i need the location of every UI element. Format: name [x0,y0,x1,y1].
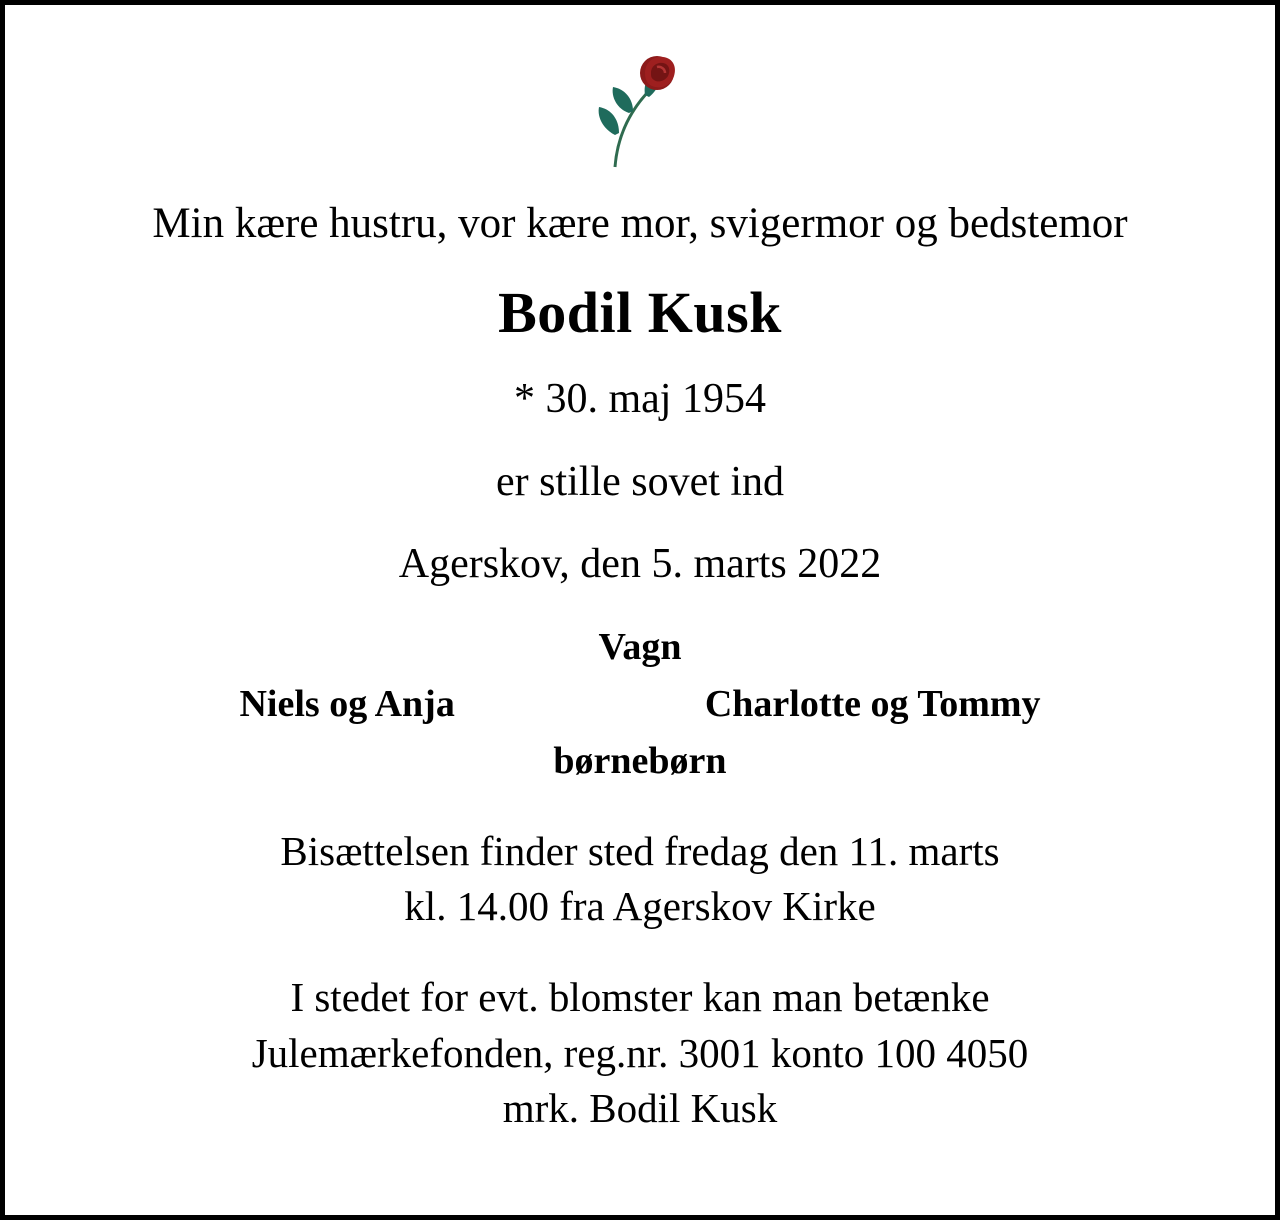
deceased-name: Bodil Kusk [498,279,782,345]
ceremony-line-1: Bisættelsen finder sted fredag den 11. marts [280,827,1000,874]
donation-line-2: Julemærkefonden, reg.nr. 3001 konto 100 4050 [251,1029,1029,1076]
place-and-date: Agerskov, den 5. marts 2022 [398,541,882,588]
rose-icon [585,49,695,169]
donation-note [45,970,1235,1136]
birth-date: * 30. maj 1954 [514,376,766,423]
survivor-grandchildren: børnebørn [553,739,727,782]
intro-text: Min kære hustru, vor kære mor, svigermor og bedstemor [152,200,1128,247]
survivor-children-row [45,676,1235,733]
ceremony-line-2: kl. 14.00 fra Agerskov Kirke [404,883,876,930]
survivors-block [45,619,1235,790]
donation-line-1: I stedet for evt. blomster kan man betænke [290,974,990,1021]
survivor-children-right: Charlotte og Tommy [704,682,1041,725]
survivor-children-left: Niels og Anja [239,682,455,725]
ornament-container [45,49,1235,169]
passing-phrase: er stille sovet ind [495,458,785,505]
survivor-spouse: Vagn [598,625,682,668]
donation-line-3: mrk. Bodil Kusk [502,1085,778,1132]
ceremony-details [45,824,1235,935]
